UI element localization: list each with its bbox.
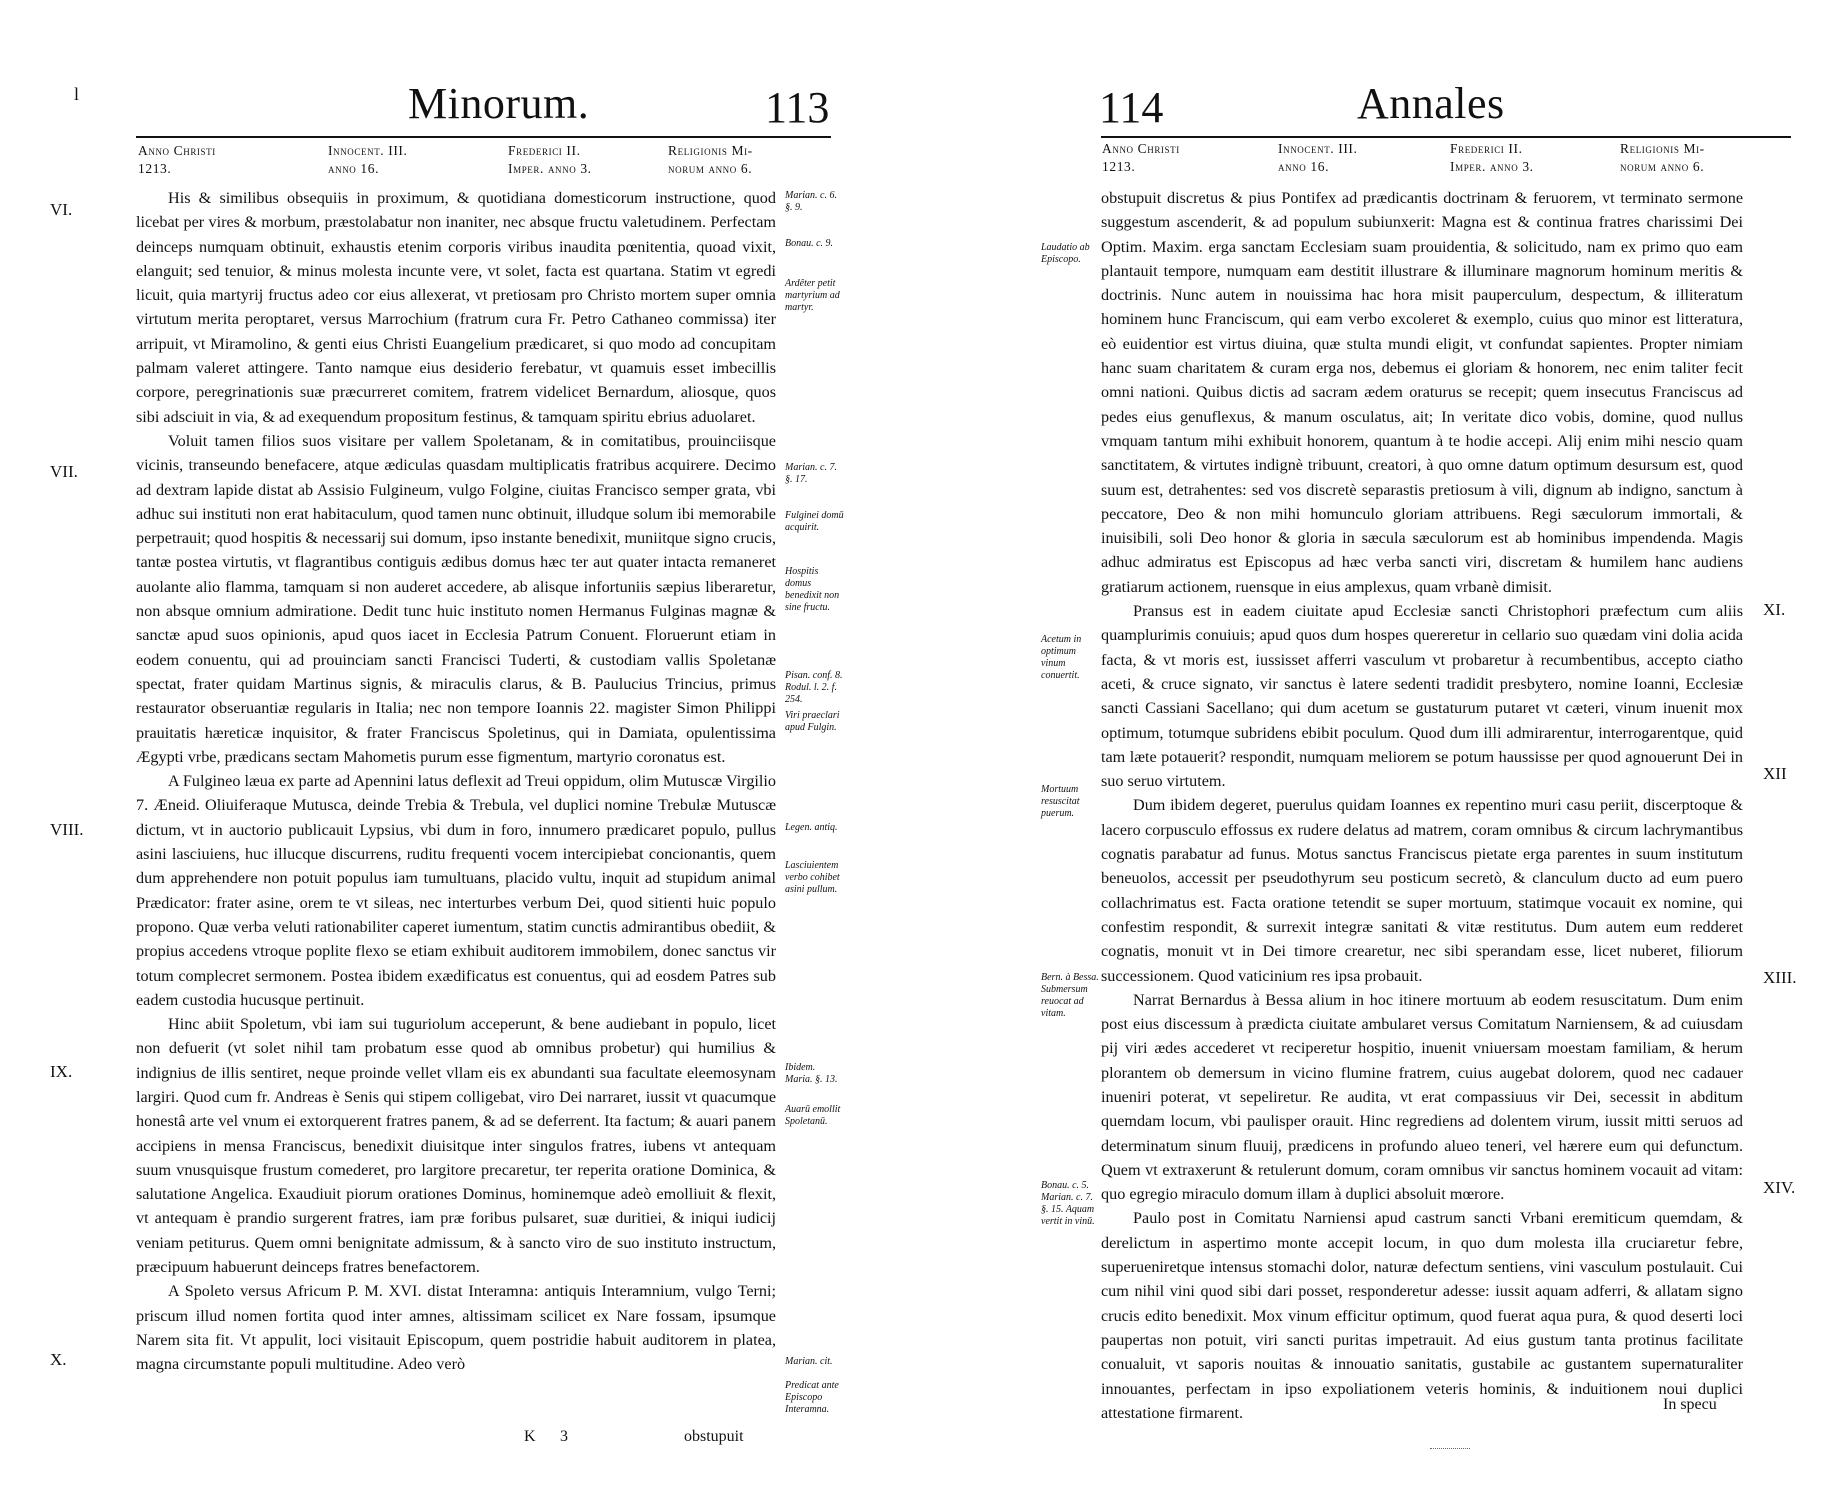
catchword: obstupuit (684, 1428, 744, 1445)
section-numeral: VI. (50, 200, 73, 219)
header-cell: Frederici II. Imper. anno 3. (1450, 141, 1534, 174)
margin-note: Fulginei domū acquirit. (785, 510, 844, 533)
paragraph: Paulo post in Comitatu Narniensi apud castrum sancti Vrbani eremiticum quemdam, & derelictum in aspertimo monte accepit locum, in quo dum molesta illa cruciaretur febre, superueniretque intensus stomachi dolor, naturæ defectum sentiens, vini vasculum postulauit. Cui cum nihil vini quod sibi dari posset, responderetur adesse: iussit aquam adferri, & allatam signo crucis edito benedixit. Mox vinum efficitur optimum, quod fuerat aqua pura, & quod deserti loci paupertas non potuit, viri sancti puritas impetrauit. Ad eius gustum tanta protinus facilitate conualuit, vt saporis nouitas & innouatio sanitatis, gustabile ac gustantem supernaturaliter innouantes, perfectam in ipso expoliationem veteris hominis, & induitionem noui duplici attestatione firmarent. (1101, 1209, 1743, 1422)
paragraph: Hinc abiit Spoletum, vbi iam sui tuguriolum acceperunt, & bene audiebant in populo, licet non defuerit (vt solet nihil tam probatum esse quod ab omnibus probetur) qui humilius & indignius de illis sentiret, neque proinde vellet vllam eis ex abundanti sua facultate eleemosynam largiri. Quod cum fr. Andreas è Senis qui stipem colligebat, viro Dei narraret, iussit vt quacumque honestâ arte vel vnum ei extorquerent fratres panem, & ad se deferrent. Ita factum; & auari panem accipiens in mensa Franciscus, benedixit diuisitque inter singulos fratres, iubens vt antequam suum vnusquisque frustum comederet, pro largitore precaretur, ter reperita oratione Dominica, & salutatione Angelica. Exaudiuit piorum orationes Dominus, hominemque adeò emolliuit & flexit, vt antequam è prandio surgerent fratres, iam præ foribus pulsaret, suæ duritiei, & iniqui iudicij veniam petiturus. Quem omni benignitate admissum, & à sancto viro de suo instituto instructum, præcipuum habuerunt deinceps fratres benefactorem. (136, 1015, 776, 1277)
chronology-header (138, 142, 828, 182)
header-rule (136, 136, 831, 138)
margin-note: Viri praeclari apud Fulgin. (785, 710, 840, 733)
margin-note: Ibidem. Maria. §. 13. (785, 1062, 838, 1085)
header-cell: Anno Christi 1213. (1102, 141, 1180, 174)
margin-note: Bern. à Bessa. Submersum reuocat ad vitam. (1041, 972, 1099, 1019)
margin-note: Auarū emollit Spoletanū. (785, 1104, 841, 1127)
stray-mark: l (74, 84, 80, 104)
margin-note: Laudatio ab Episcopo. (1041, 242, 1090, 265)
header-cell: Anno Christi 1213. (138, 143, 216, 176)
section-numeral: IX. (50, 1062, 73, 1081)
running-title: Annales (1357, 79, 1505, 128)
paragraph: His & similibus obsequiis in proximum, & quotidiana domesticorum instructione, quod licebat per vires & morbum, præstolabatur non inaniter, nec absque fructu valetudinem. Perfectam deinceps numquam obtinuit, exhaustis etenim corporis viribus inaudita pœnitentia, quoad vixit, elanguit; sed tenuior, & minus molesta incunte vere, vt solet, facta est quartana. Statim vt egredi licuit, quia martyrij fructus adeo cor eius allexerat, vt pretiosam pro Christo mortem super omnia virtutum merita peroptaret, versus Marrochium (fratrum cura Fr. Petro Cathaneo commissa) iter arripuit, vt Miramolino, & genti eius Christi Euangelium prædicaret, si quo modo ad concupitam palmam valeret attingere. Tanto namque eius desiderio ferebatur, vt quamuis esset imbecillis corpore, peregrinationis suæ præcurreret comitem, fratrem videlicet Bernardum, aliosque, quos sibi adsciuit in via, & ad exequendum propositum festinus, & tamquam spiritu ebrius aduolaret. (136, 189, 776, 426)
paragraph: Narrat Bernardus à Bessa alium in hoc itinere mortuum ab eodem resuscitatum. Dum enim post eius discessum à prædicta ciuitate ambularet versus Comitatum Narniensem, & ad cuiusdam pij viri ædes accederet vt reciperetur hospitio, inuenit vniuersam moestam familiam, & herum plorantem ob demersum in vicino flumine fratrem, cuius augebat dolorem, quod nec cadauer inueniri poterat, vt sepeliretur. Re audita, vt erat compassiuus vir Dei, secessit in abditum quemdam locum, vbi paulisper orauit. Hinc regrediens ad dolentem virum, iussit mitti seruos ad determinatum sinum fluuij, prædicens in profundo alueo teneri, vel hærere eum qui defunctum. Quem vt extraxerunt & retulerunt domum, coram omnibus vir sanctus hominem vocauit ad vitam: quo egregio miraculo domum illam à duplici absoluit mœrore. (1101, 990, 1743, 1204)
chronology-header (1102, 140, 1792, 180)
section-numeral: XII (1763, 764, 1787, 783)
paragraph: obstupuit discretus & pius Pontifex ad prædicantis doctrinam & feruorem, vt terminato sermone suggestum ascenderit, & ad populum subiunxerit: Magna est & continua fratres charissimi Dei Optim. Maxim. erga sanctam Ecclesiam suam prouidentia, & solicitudo, nam ex primo quo eam plantauit tempore, numquam eam destitit illustrare & illuminare magnorum hominum meritis & doctrinis. Nunc autem in nouissima hac hora misit pauperculum, despectum, & illiteratum hominem hunc Franciscum, qui eam verbo excoleret & exemplo, cuius quo minor est litteratura, eò euidentior est virtus diuina, quæ stulta mundi eligit, vt confundat sapientes. Propter nimiam hanc suam charitatem & curam erga nos, debemus ei gloriam & honorem, nec enim taliter fecit omni nationi. Quibus dictis ad sacram ædem oraturus se recepit; quem insecutus Franciscus ad pedes eius genuflexus, & manum osculatus, ait; In veritate dico vobis, domine, quod nullus vmquam tantum mihi exhibuit honorem, quantum à te hodie accepi. Alij enim mihi nescio quam sanctitatem, & virtutes indignè tribuunt, creatori, à quo omne datum optimum desursum est, quod suum est, detrahentes: sed vos discretè separastis pretiosum à vili, dignum ab indigno, sanctum à peccatore, Deo & non mihi homunculo gloriam attribuens. Regi sæculorum immortali, & inuisibili, soli Deo honor & gloria in sæcula sæculorum est ab hominibus impendenda. Magis adhuc admiratus est Episcopus ad hæc verba sancti viri, discretam & humilem hanc audiens gratiarum actionem, ruensque in eius amplexus, quam vrbanè dimisit. (1101, 189, 1743, 596)
margin-note: Lasciuientem verbo cohibet asini pullum. (785, 860, 840, 895)
section-numeral: VIII. (50, 820, 84, 839)
page-number: 114 (1099, 83, 1164, 132)
section-numeral: X. (50, 1350, 67, 1369)
paragraph: Voluit tamen filios suos visitare per vallem Spoletanam, & in comitatibus, prouinciisque vicinis, transeundo benefacere, atque ædiculas quasdam multiplicatis fratribus acquirere. Decimo ad dextram lapide distat ab Assisio Fulgineum, vulgo Folgine, ciuitas Francisco semper grata, vbi adhuc sui instituti non erat habitaculum, quod tamen nunc obtinuit, illudque solum ibi memorabile perpetrauit; quod hospitis & necessarij sui domum, ipso instante benedixit, muniitque signo crucis, tantæ postea virtutis, vt flagrantibus contiguis ædibus domus hæc ter aut quater intacta remaneret auolante alio flamma, tamquam si non auderet accedere, ab alisque infortuniis sæpius liberaretur, non absque omnium admiratione. Dedit tunc huic instituto nomen Hermanus Fulginas magnæ & sanctæ apud suos opinionis, apud quos iacet in Ecclesia Patrum Conuent. Floruerunt etiam in eodem conuentu, qui ad prouinciam sancti Francisci Tuderti, & custodiam vallis Spoletanæ spectat, frater quidam Martinus signis, & miraculis clarus, & B. Paulucius Trincius, primus restaurator obseruantiæ regularis in Italia; nec non tempore Ioannis 22. magister Simon Philippi prauitatis hæreticæ inquisitor, & frater Franciscus Spoletinus, qui in Damiata, opulentissima Ægypti vrbe, prædicans sectam Mahometis purum esse figmentum, martyrio coronatus est. (136, 431, 776, 766)
catchword: In specu (1663, 1396, 1717, 1413)
header-rule (1101, 136, 1791, 138)
header-cell: Religionis Mi- norum anno 6. (668, 143, 753, 176)
margin-note: Hospitis domus benedixit non sine fructu. (785, 566, 840, 613)
margin-note: Marian. c. 7. §. 17. (785, 462, 837, 485)
paragraph: A Fulgineo læua ex parte ad Apennini latus deflexit ad Treui oppidum, olim Mutuscæ Virgilio 7. Æneid. Oliuiferaque Mutusca, deinde Trebia & Trebula, vel duplici nomine Trebulæ Mutuscæ dictum, vt in auctorio publicauit Lypsius, vbi dum in foro, innumero prædicaret populo, pullus asini lasciuiens, huc illucque discurrens, ruditu frequenti vocem intercipiebat concionantis, quem dum apprehendere non potuit populus iam tumultuans, placido vultu, inquit ad stupidum animal Prædicator: frater asine, orem te vt sileas, nec interturbes verbum Dei, quod sitienti huic populo propono. Quæ verba veluti rationabiliter caperet iumentum, statim cunctis admirantibus obediit, & propius accedens vtroque poplite flexo se etiam exhibuit auditorem immobilem, donec sanctus vir totum complecret sermonem. Postea ibidem exædificatus est conuentus, qui ad eosdem Patres sub eadem custodia hucusque pertinuit. (136, 772, 776, 1009)
margin-note: Pisan. conf. 8. Rodul. l. 2. f. 254. (785, 670, 843, 705)
margin-note: Ardêter petit martyrium ad martyr. (785, 278, 840, 313)
section-numeral: XIII. (1763, 968, 1797, 987)
paragraph: A Spoleto versus Africum P. M. XVI. distat Interamna: antiquis Interamnium, vulgo Terni; priscum illud nomen fortita quod inter amnes, altissimam scilicet ex Nare fossam, ipsumque Narem sita fit. Vt appulit, loci visitauit Episcopum, quem postridie habuit auditorem in platea, magna circumstante populi multitudine. Adeo verò (136, 1282, 776, 1374)
margin-note: Legen. antiq. (785, 822, 838, 833)
margin-note: Mortuum resuscitat puerum. (1041, 784, 1080, 819)
margin-note: Bonau. c. 9. (785, 238, 834, 249)
header-cell: Innocent. III. anno 16. (328, 143, 408, 176)
section-numeral: VII. (50, 462, 78, 481)
margin-note: Marian. c. 6. §. 9. (785, 190, 837, 213)
print-smudge (1430, 1448, 1470, 1455)
signature-mark: K (524, 1428, 536, 1445)
page-number: 113 (765, 83, 830, 132)
header-cell: Innocent. III. anno 16. (1278, 141, 1358, 174)
header-cell: Religionis Mi- norum anno 6. (1620, 141, 1705, 174)
margin-note: Marian. cit. (785, 1356, 833, 1367)
section-numeral: XI. (1763, 600, 1786, 619)
running-title: Minorum. (408, 79, 590, 128)
margin-note: Predicat ante Episcopo Interamna. (785, 1380, 839, 1415)
header-cell: Frederici II. Imper. anno 3. (508, 143, 592, 176)
right-page (911, 0, 1822, 1500)
margin-note: Bonau. c. 5. Marian. c. 7. §. 15. Aquam vertit in vinū. (1041, 1180, 1095, 1227)
margin-note: Acetum in optimum vinum conuertit. (1041, 634, 1082, 681)
body-text (136, 186, 776, 1377)
section-numeral: XIV. (1763, 1178, 1796, 1197)
body-text (1101, 186, 1743, 1425)
signature-number: 3 (560, 1428, 568, 1445)
paragraph: Pransus est in eadem ciuitate apud Ecclesiæ sancti Christophori præfectum cum aliis quamplurimis conuiuis; apud quos dum hospes quereretur in cellario suo quædam vini dolia acida facta, & vt moris est, iussisset afferri vasculum vt probaretur à recumbentibus, accepto ciatho aceti, & cruce signato, vir sanctus è latere sedenti tradidit presbytero, nomine Ioanni, Ecclesiæ sancti Cassiani Sacellano; qui dum acetum se gustaturum putaret vt cæteri, vinum inuenit mox optimum, totumque subridens ebibit poculum. Quod dum illi admirarentur, interrogarentque, quid tam læte potauerit? respondit, numquam meliorem se potum haussisse per quod agnouerunt Dei in suo seruo virtutem. (1101, 602, 1743, 791)
paragraph: Dum ibidem degeret, puerulus quidam Ioannes ex repentino muri casu periit, discerptoque & lacero corpusculo effossus ex rudere delatus ad matrem, coram omnibus & circum lachrymantibus cognatis parabatur ad funus. Motus sanctus Franciscus pietate erga parentes in suum institutum beneuolos, accessit per pseudothyrum seu posticum secretò, & clanculum ducto ad eum puero collachrimatus est. Facta oratione tetendit se super mortuum, statimque vocauit ex nomine, qui confestim respondit, & surrexit integræ sanitati & vitæ restitutus. Dum autem eum redderet cognatis, monuit vt in Dei timore crearetur, nec sibi sperandam esse, licet nuberet, filiorum successionem. Quod vaticinium res ipsa probauit. (1101, 796, 1743, 985)
